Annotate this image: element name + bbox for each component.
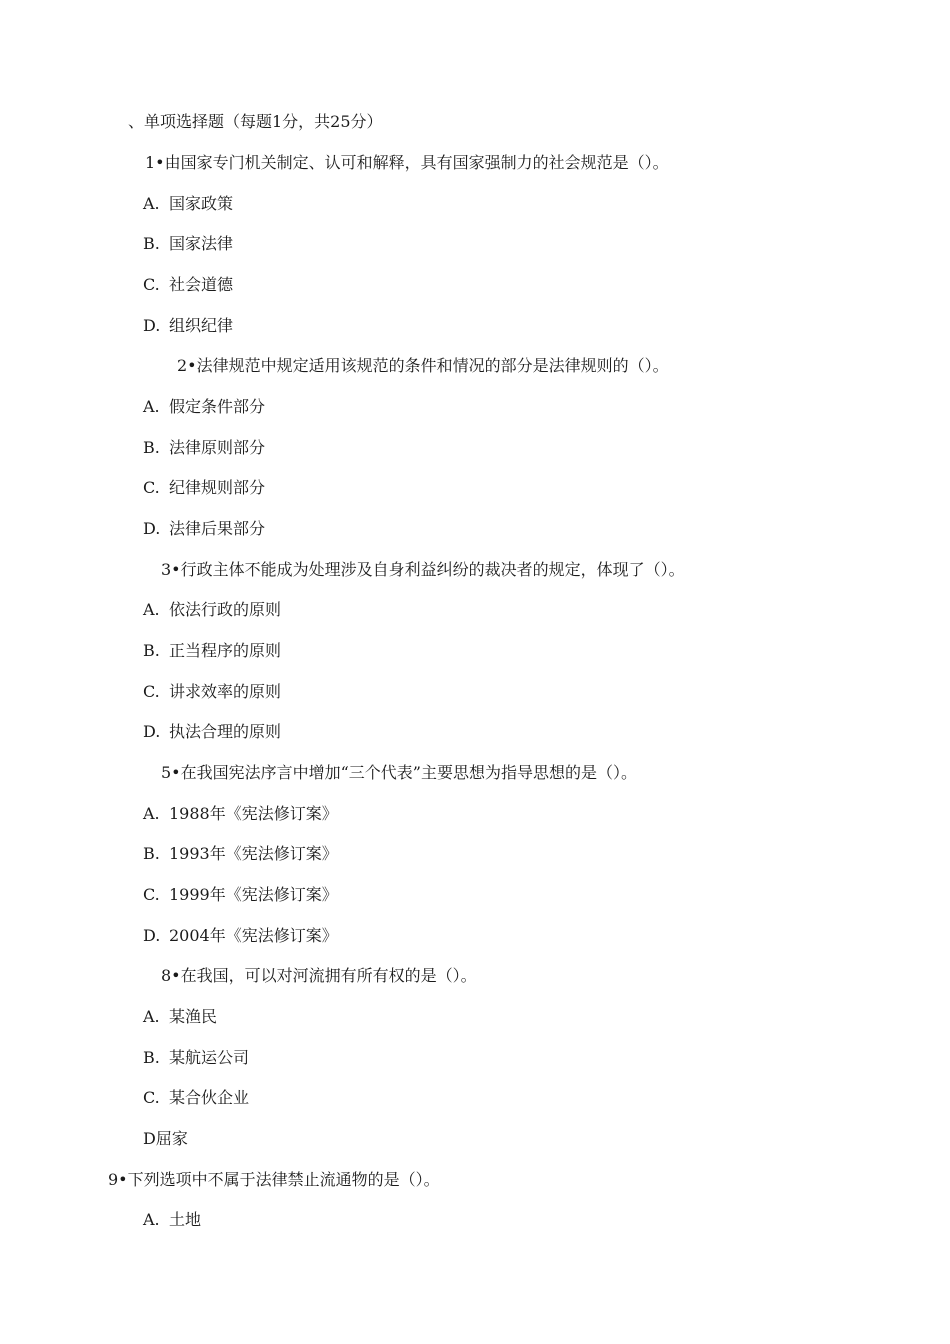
option-item	[143, 1210, 201, 1230]
option-item	[143, 926, 338, 946]
question-stem: 8•在我国，可以对河流拥有所有权的是（）。	[161, 966, 477, 985]
question-stem: 3•行政主体不能成为处理涉及自身利益纠纷的裁决者的规定，体现了（）。	[161, 560, 685, 579]
option-item	[143, 1007, 217, 1027]
option-letter: D.	[143, 519, 161, 538]
option-item	[143, 682, 281, 702]
option-letter: A.	[143, 600, 160, 619]
option-text: D屈家	[143, 1129, 188, 1148]
question-stem: 1•由国家专门机关制定、认可和解释，具有国家强制力的社会规范是（）。	[145, 153, 669, 172]
option-item	[143, 275, 233, 295]
option-letter: A.	[143, 1210, 160, 1229]
option-letter: D.	[143, 926, 161, 945]
option-text: 社会道德	[169, 275, 234, 294]
option-item	[143, 844, 338, 864]
option-letter: D.	[143, 722, 161, 741]
option-text: 某渔民	[169, 1007, 218, 1026]
option-text: 2004年《宪法修订案》	[169, 926, 338, 945]
option-item	[143, 641, 281, 661]
option-letter: A.	[143, 397, 160, 416]
option-text: 正当程序的原则	[169, 641, 282, 660]
option-text: 土地	[169, 1210, 202, 1229]
option-letter: A.	[143, 194, 160, 213]
option-letter: B.	[143, 641, 160, 660]
option-letter: B.	[143, 234, 160, 253]
option-text: 依法行政的原则	[169, 600, 282, 619]
option-text: 国家法律	[169, 234, 234, 253]
option-letter: B.	[143, 844, 160, 863]
section-title: 、单项选择题（每题1分，共25分）	[128, 112, 383, 131]
option-item	[143, 519, 265, 539]
option-letter: C.	[143, 885, 160, 904]
option-text: 某合伙企业	[169, 1088, 250, 1107]
option-text: 假定条件部分	[169, 397, 266, 416]
option-item	[143, 1048, 249, 1068]
option-text: 组织纪律	[169, 316, 234, 335]
option-letter: C.	[143, 682, 160, 701]
option-text: 执法合理的原则	[169, 722, 282, 741]
option-letter: A.	[143, 1007, 160, 1026]
option-item	[143, 600, 281, 620]
option-item	[143, 438, 265, 458]
option-text: 1988年《宪法修订案》	[169, 804, 338, 823]
option-letter: C.	[143, 1088, 160, 1107]
option-item	[143, 194, 233, 214]
option-text: 讲求效率的原则	[169, 682, 282, 701]
option-text: 纪律规则部分	[169, 478, 266, 497]
question-stem: 5•在我国宪法序言中增加“三个代表”主要思想为指导思想的是（）。	[161, 763, 637, 782]
option-item	[143, 1129, 188, 1149]
option-letter: C.	[143, 275, 160, 294]
option-item	[143, 885, 338, 905]
option-letter: C.	[143, 478, 160, 497]
question-stem: 9•下列选项中不属于法律禁止流通物的是（）。	[108, 1170, 440, 1189]
option-item	[143, 722, 281, 742]
option-letter: D.	[143, 316, 161, 335]
option-item	[143, 1088, 249, 1108]
option-text: 1993年《宪法修订案》	[169, 844, 338, 863]
option-letter: B.	[143, 1048, 160, 1067]
option-text: 某航运公司	[169, 1048, 250, 1067]
option-item	[143, 478, 265, 498]
option-text: 法律后果部分	[169, 519, 266, 538]
option-item	[143, 804, 338, 824]
option-item	[143, 397, 265, 417]
option-letter: B.	[143, 438, 160, 457]
question-stem: 2•法律规范中规定适用该规范的条件和情况的部分是法律规则的（）。	[177, 356, 669, 375]
option-text: 法律原则部分	[169, 438, 266, 457]
option-letter: A.	[143, 804, 160, 823]
option-item	[143, 234, 233, 254]
option-text: 国家政策	[169, 194, 234, 213]
option-text: 1999年《宪法修订案》	[169, 885, 338, 904]
option-item	[143, 316, 233, 336]
